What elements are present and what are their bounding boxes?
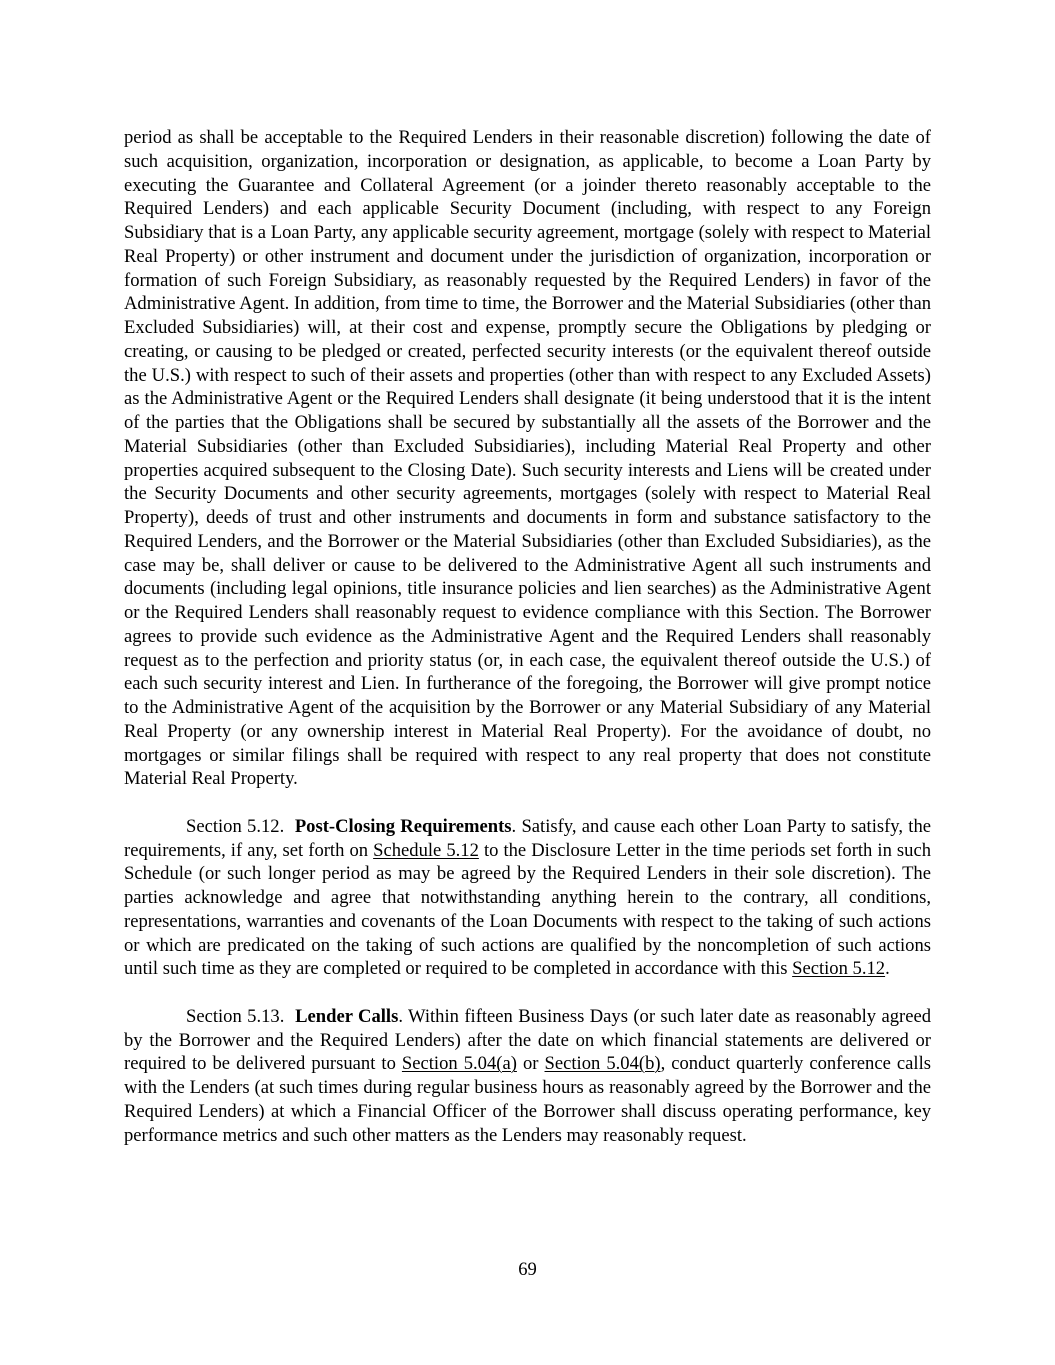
paragraph-continuation: period as shall be acceptable to the Required Lenders in their reasonable discretion) following the date of such acquisition, organization, incorporation or designation, as applicable, to become a Loan Party by executing the Guarantee and Collateral Agreement (or a joinder thereto reasonably acceptable to the Required Lenders) and each applicable Security Document (including, with respect to any Foreign Subsidiary that is a Loan Party, any applicable security agreement, mortgage (solely with respect to Material Real Property) or other instrument and document under the jurisdiction of organization, incorporation or formation of such Foreign Subsidiary, as reasonably requested by the Required Lenders) in favor of the Administrative Agent. In addition, from time to time, the Borrower and the Material Subsidiaries (other than Excluded Subsidiaries) will, at their cost and expense, promptly secure the Obligations by pledging or creating, or causing to be pledged or created, perfected security interests (or the equivalent thereof outside the U.S.) with respect to such of their assets and properties (other than with respect to any Excluded Assets) as the Administrative Agent or the Required Lenders shall designate (it being understood that it is the intent of the parties that the Obligations shall be secured by substantially all the assets of the Borrower and the Material Subsidiaries (other than Excluded Subsidiaries), including Material Real Property and other properties acquired subsequent to the Closing Date). Such security interests and Liens will be created under the Security Documents and other security agreements, mortgages (solely with respect to Material Real Property), deeds of trust and other instruments and documents in form and substance satisfactory to the Required Lenders, and the Borrower or the Material Subsidiaries (other than Excluded Subsidiaries), as the case may be, shall deliver or cause to be delivered to the Administrative Agent all such instruments and documents (including legal opinions, title insurance policies and lien searches) as the Administrative Agent or the Required Lenders shall reasonably request to evidence compliance with this Section. The Borrower agrees to provide such evidence as the Administrative Agent and the Required Lenders shall reasonably request as to the perfection and priority status (or, in each case, the equivalent thereof outside the U.S.) of each such security interest and Lien. In furtherance of the foregoing, the Borrower will give prompt notice to the Administrative Agent of the acquisition by the Borrower or any Material Subsidiary of any Material Real Property (or any ownership interest in Material Real Property). For the avoidance of doubt, no mortgages or similar filings shall be required with respect to any real property that does not constitute Material Real Property. <box>124 127 931 790</box>
section-5-13-text-2: or <box>516 1053 545 1075</box>
section-5-13-paragraph <box>124 1005 931 1148</box>
section-5-04a-reference: Section 5.04(a) <box>401 1053 517 1075</box>
section-5-13-title: Lender Calls <box>295 1005 399 1027</box>
section-5-12-title: Post-Closing Requirements <box>294 815 512 837</box>
section-5-12-number: Section 5.12. <box>186 815 285 837</box>
section-5-13-text-3: , conduct quarterly conference calls with the Lenders (at such times during regular business hours as reasonably agreed by the Borrower and the Required Lenders) at which a Financial Officer of the Borrower shall discuss operating performance, key performance metrics and such other matters as the Lenders may reasonably request. <box>124 1053 931 1146</box>
section-5-13-number: Section 5.13. <box>186 1005 285 1027</box>
section-5-04b-reference: Section 5.04(b) <box>544 1053 661 1075</box>
document-page <box>124 126 931 1147</box>
section-5-12-text-2: to the Disclosure Letter in the time periods set forth in such Schedule (or such longer period as may be agreed by the Required Lenders in their sole discretion). The parties acknowledge and agree that notwithstanding anything herein to the contrary, all conditions, representations, warranties and covenants of the Loan Documents with respect to the taking of such actions or which are predicated on the taking of such actions are qualified by the noncompletion of such actions until such time as they are completed or required to be completed in accordance with this <box>124 839 932 980</box>
schedule-5-12-reference: Schedule 5.12 <box>373 839 479 861</box>
section-5-12-text-1: . Satisfy, and cause each other Loan Party to satisfy, the requirements, if any, set forth on <box>124 815 932 861</box>
section-5-12-paragraph <box>124 815 931 981</box>
section-5-12-text-3: . <box>885 958 890 980</box>
section-5-13-text-1: . Within fifteen Business Days (or such later date as reasonably agreed by the Borrower and the Required Lenders) after the date on which financial statements are delivered or required to be delivered pursuant to <box>124 1005 932 1075</box>
page-number: 69 <box>518 1259 537 1280</box>
section-5-12-reference: Section 5.12 <box>792 958 886 980</box>
